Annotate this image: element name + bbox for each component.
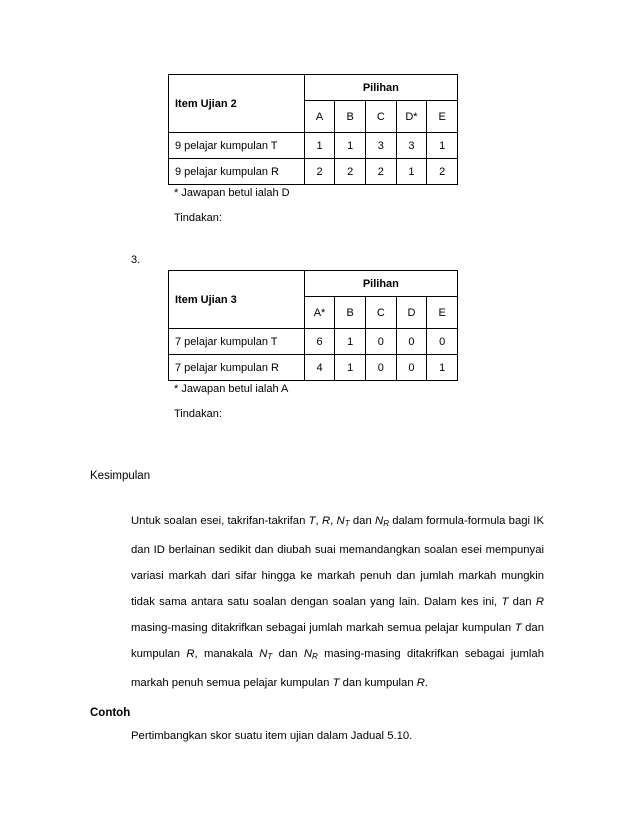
table-cell: 3 bbox=[396, 133, 427, 159]
row-label: 7 pelajar kumpulan R bbox=[169, 355, 305, 381]
option-header: C bbox=[366, 297, 397, 329]
table-cell: 2 bbox=[427, 159, 458, 185]
kesimpulan-paragraph: Untuk soalan esei, takrifan-takrifan T, R, $N_T$ dan $N_R$ dalam formula-formula bagi IK dan ID berlainan sedikit dan diubah suai memandangkan soalan esei mempunyai variasi markah dari sifar hingga ke markah penuh dan jumlah markah mungkin tidak sama antara satu soalan dengan soalan yang lain. Dalam kes ini, T dan R masing-masing ditakrifkan sebagai jumlah markah semua pelajar kumpulan T dan kumpulan R, manakala $N_T$ dan $N_R$ masing-masing ditakrifkan sebagai jumlah markah penuh semua pelajar kumpulan T dan kumpulan R. bbox=[131, 515, 544, 689]
table-cell: 1 bbox=[427, 355, 458, 381]
table-cell: 0 bbox=[366, 329, 397, 355]
action-label: Tindakan: bbox=[174, 408, 222, 420]
option-header: B bbox=[335, 297, 366, 329]
option-header: A* bbox=[304, 297, 335, 329]
row-label: 9 pelajar kumpulan T bbox=[169, 133, 305, 159]
option-header: E bbox=[427, 101, 458, 133]
item-number: 3. bbox=[131, 254, 141, 266]
pilihan-header: Pilihan bbox=[304, 75, 457, 101]
table-cell: 2 bbox=[365, 159, 396, 185]
answer-note: * Jawapan betul ialah A bbox=[174, 383, 289, 395]
table-cell: 1 bbox=[396, 159, 427, 185]
table-title: Item Ujian 2 bbox=[169, 75, 305, 133]
option-header: A bbox=[304, 101, 335, 133]
table-row bbox=[169, 159, 458, 185]
option-header: B bbox=[335, 101, 366, 133]
table-cell: 0 bbox=[366, 355, 397, 381]
table-cell: 1 bbox=[335, 133, 366, 159]
table-cell: 1 bbox=[304, 133, 335, 159]
table-cell: 0 bbox=[396, 329, 427, 355]
table-cell: 3 bbox=[365, 133, 396, 159]
option-header: D* bbox=[396, 101, 427, 133]
answer-note: * Jawapan betul ialah D bbox=[174, 187, 290, 199]
kesimpulan-heading: Kesimpulan bbox=[90, 470, 151, 482]
table-row bbox=[169, 355, 458, 381]
action-label: Tindakan: bbox=[174, 212, 222, 224]
table-row bbox=[169, 133, 458, 159]
option-header: D bbox=[396, 297, 427, 329]
table-cell: 2 bbox=[304, 159, 335, 185]
table-row bbox=[169, 329, 458, 355]
table-cell: 6 bbox=[304, 329, 335, 355]
pilihan-header: Pilihan bbox=[304, 271, 457, 297]
option-header: E bbox=[427, 297, 458, 329]
contoh-heading: Contoh bbox=[90, 707, 131, 719]
table-title: Item Ujian 3 bbox=[169, 271, 305, 329]
table-cell: 4 bbox=[304, 355, 335, 381]
table-cell: 0 bbox=[427, 329, 458, 355]
row-label: 7 pelajar kumpulan T bbox=[169, 329, 305, 355]
item-ujian-2-table bbox=[168, 74, 458, 185]
table-cell: 1 bbox=[335, 355, 366, 381]
table-cell: 1 bbox=[335, 329, 366, 355]
option-header: C bbox=[365, 101, 396, 133]
table-cell: 2 bbox=[335, 159, 366, 185]
row-label: 9 pelajar kumpulan R bbox=[169, 159, 305, 185]
table-cell: 1 bbox=[427, 133, 458, 159]
contoh-text: Pertimbangkan skor suatu item ujian dalam Jadual 5.10. bbox=[131, 730, 413, 742]
table-cell: 0 bbox=[396, 355, 427, 381]
item-ujian-3-table bbox=[168, 270, 458, 381]
